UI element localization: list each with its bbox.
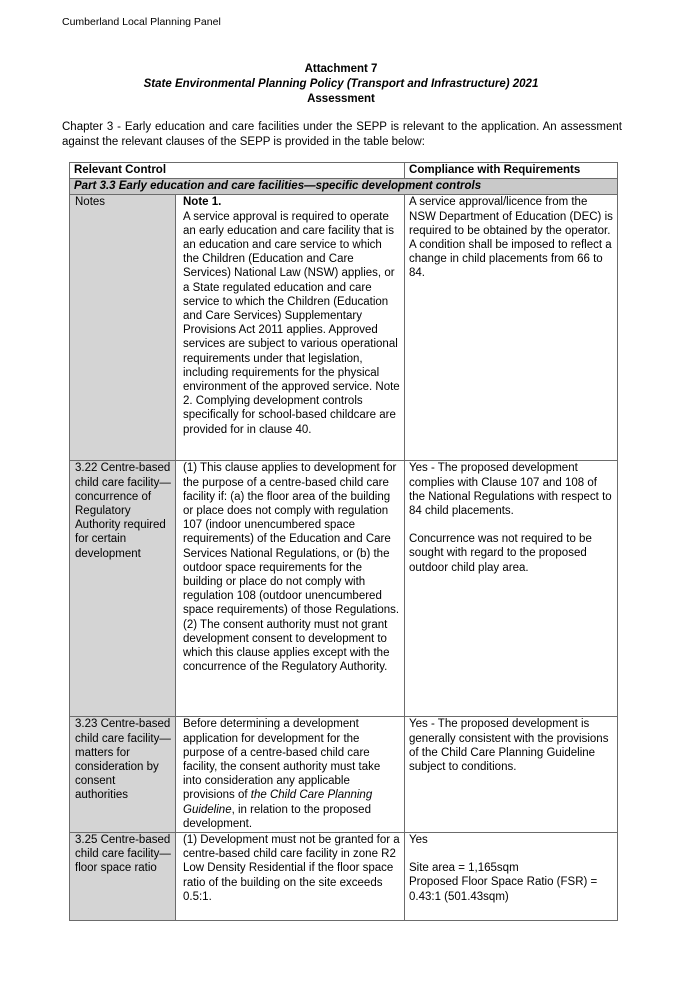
requirement-text: A service approval is required to operate an early education and care facility that is an education and care service to which the Children (Education and Care Services) National Law (NSW) applies, or a State regulated education and care service to which the Children (Education and Care Services) Supplementary Provisions Act 2011 applies. Approved services are subject to various operational requirements under that legislation, including requirements for the physical environment of the approved service. Note 2. Complying development controls specifically for school-based childcare are provided for in clause 40.: [183, 210, 400, 436]
table-header-row: [70, 163, 618, 179]
compliance-text: Site area = 1,165sqm: [409, 862, 519, 875]
guideline-name: the Child Care Planning Guideline: [183, 789, 373, 816]
compliance-text: Yes - The proposed development complies with Clause 107 and 108 of the National Regulations with respect to 84 child placements.: [409, 462, 612, 518]
header-compliance: Compliance with Requirements: [405, 163, 618, 179]
compliance-cell: [405, 461, 618, 717]
control-cell: 3.25 Centre-based child care facility—floor space ratio: [70, 833, 176, 921]
compliance-text: Concurrence was not required to be sought with regard to the proposed outdoor child play area.: [409, 533, 592, 574]
compliance-text: Yes: [409, 834, 428, 847]
control-cell: Notes: [70, 195, 176, 461]
page-header: Cumberland Local Planning Panel: [62, 16, 221, 28]
attachment-title: Attachment 7: [304, 63, 378, 75]
note-title: Note 1.: [183, 196, 222, 209]
table-row: [70, 717, 618, 833]
assessment-title: Assessment: [307, 93, 375, 105]
table-row: [70, 195, 618, 461]
part-heading-row: [70, 179, 618, 195]
requirement-cell: (1) This clause applies to development for the purpose of a centre-based child care facility if: (a) the floor area of the building or place does not comply with regulation 107 (indoor unencumbered space requirements) of the Education and Care Services National Regulations, or (b) the outdoor space requirements for the building or place do not comply with regulation 108 (outdoor unencumbered space requirements) of those Regulations. (2) The consent authority must not grant development consent to development to which this clause applies except with the concurrence of the Regulatory Authority.: [176, 461, 405, 717]
requirement-cell: [176, 195, 405, 461]
assessment-table: [69, 162, 618, 921]
table-row: [70, 833, 618, 921]
document-title: [0, 62, 682, 107]
requirement-cell: (1) Development must not be granted for a centre-based child care facility in zone R2 Low Density Residential if the floor space ratio of the building on the site exceeds 0.5:1.: [176, 833, 405, 921]
sepp-title: State Environmental Planning Policy (Transport and Infrastructure) 2021: [143, 78, 539, 90]
part-heading: Part 3.3 Early education and care facilities—specific development controls: [70, 179, 618, 195]
compliance-text: Proposed Floor Space Ratio (FSR) = 0.43:1 (501.43sqm): [409, 876, 598, 903]
requirement-text: , in relation to the proposed development.: [183, 803, 371, 830]
compliance-cell: A service approval/licence from the NSW Department of Education (DEC) is required to be obtained by the operator. A condition shall be imposed to reflect a change in child placements from 66 to 84.: [405, 195, 618, 461]
requirement-cell: [176, 717, 405, 833]
control-cell: 3.22 Centre-based child care facility— concurrence of Regulatory Authority required for certain development: [70, 461, 176, 717]
compliance-cell: [405, 833, 618, 921]
compliance-cell: Yes - The proposed development is generally consistent with the provisions of the Child Care Planning Guideline subject to conditions.: [405, 717, 618, 833]
header-relevant-control: Relevant Control: [70, 163, 405, 179]
table-row: [70, 461, 618, 717]
intro-paragraph: Chapter 3 - Early education and care facilities under the SEPP is relevant to the application. An assessment against the relevant clauses of the SEPP is provided in the table below:: [62, 121, 622, 148]
requirement-text: Before determining a development application for development for the purpose of a centre-based child care facility, the consent authority must take into consideration any applicable provisions of: [183, 718, 381, 802]
control-cell: 3.23 Centre-based child care facility— matters for consideration by consent authorities: [70, 717, 176, 833]
